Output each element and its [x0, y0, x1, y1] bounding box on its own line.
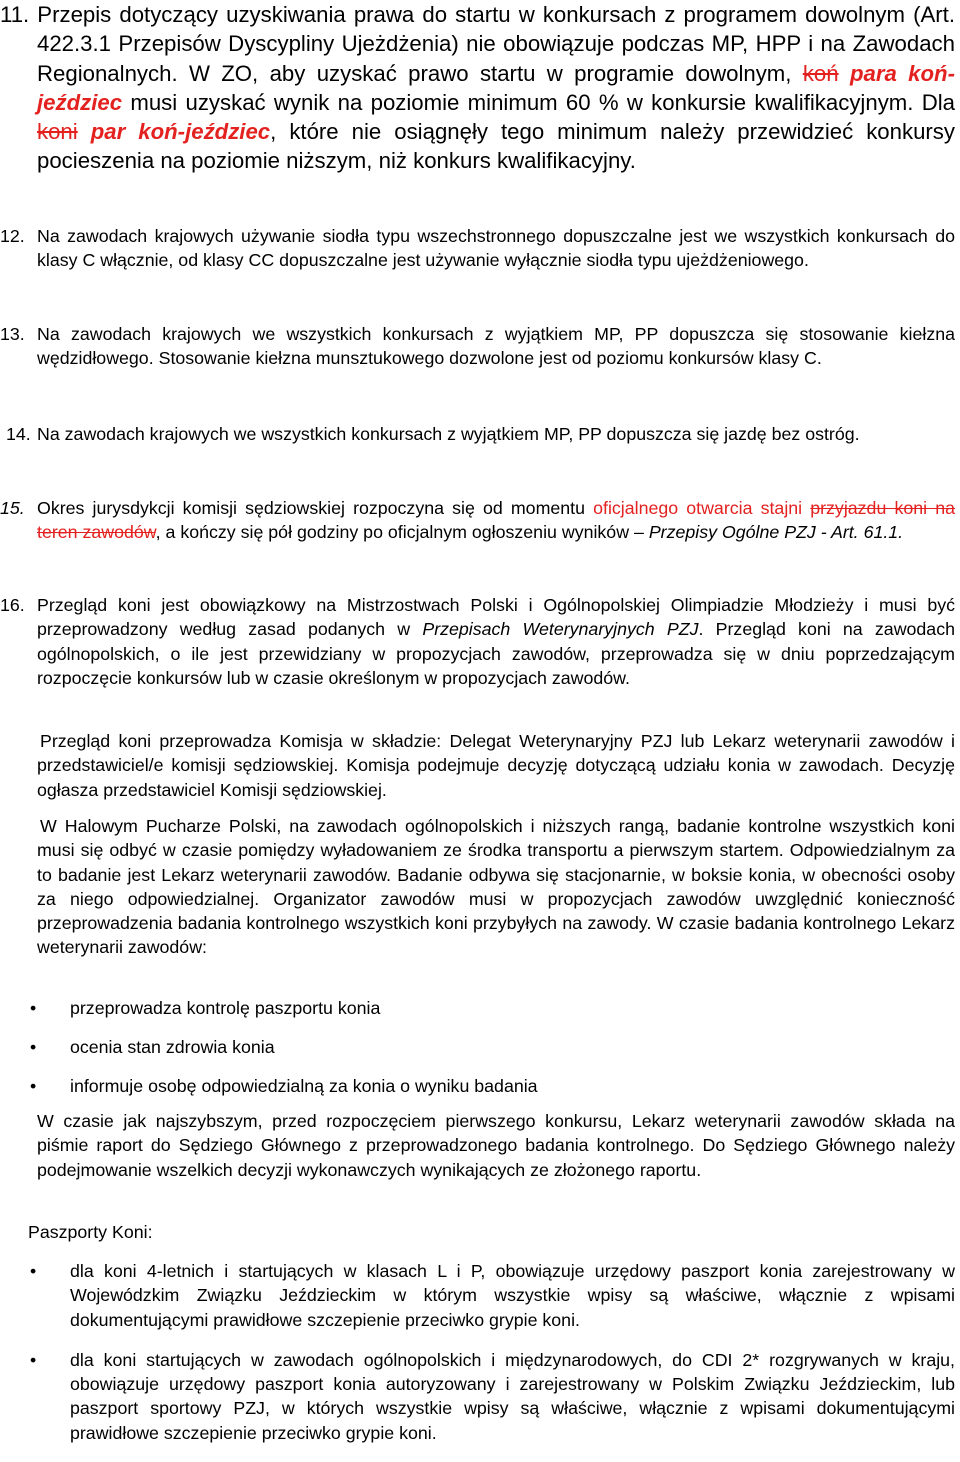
- bullet: •: [30, 1349, 37, 1370]
- text: W czasie jak najszybszym, przed rozpoczęciem pierwszego konkursu, Lekarz weterynarii zawodów składa na piśmie raport do Sędziego Głównego z przeprowadzonego badania kontrolnego. Do Sędziego Głównego należy podejmowanie wszelkich decyzji wykonawczych wynikających ze złożonego raportu.: [37, 1111, 955, 1180]
- bullet: •: [30, 1075, 37, 1096]
- list-item-text: przeprowadza kontrolę paszportu konia: [70, 998, 381, 1018]
- list-item-text: ocenia stan zdrowia konia: [70, 1036, 275, 1057]
- paragraph-number: 11.: [0, 2, 30, 27]
- paragraph-number: 16.: [0, 595, 25, 615]
- bullet: •: [30, 1261, 37, 1281]
- passports-heading: [28, 1220, 928, 1244]
- struck-text: przyjazdu koni na teren zawodów: [37, 498, 955, 543]
- bullet: •: [30, 1036, 37, 1057]
- struck-text: koń: [802, 60, 839, 86]
- list-item: [0, 996, 955, 1020]
- paragraph-13: [0, 322, 955, 371]
- paragraph-number: 13.: [0, 324, 25, 344]
- paragraph-hall-cup: [37, 814, 955, 960]
- paragraph-12: [0, 224, 955, 273]
- text: , a kończy się pół godziny po oficjalnym ogłoszeniu wyników –: [155, 522, 649, 543]
- paragraph-number: 12.: [0, 226, 25, 246]
- list-item: [0, 1348, 955, 1445]
- text: Przegląd koni przeprowadza Komisja w składzie: Delegat Weterynaryjny PZJ lub Lekarz weterynarii zawodów i przedstawiciel/e komisji sędziowskiej. Komisja podejmuje decyzję dotyczącą udziału konia w zawodach. Decyzję ogłasza przedstawiciel Komisji sędziowskiej.: [37, 731, 955, 800]
- list-item: [0, 1035, 955, 1059]
- paragraph-number: 15.: [0, 498, 25, 518]
- inserted-text: oficjalnego otwarcia stajni: [593, 498, 803, 518]
- paragraph-11: [0, 0, 955, 176]
- text: Na zawodach krajowych używanie siodła typu wszechstronnego dopuszczalne jest we wszystkich konkursach do klasy C włącznie, od klasy CC dopuszczalne jest używanie wyłącznie siodła typu ujeżdżeniowego.: [37, 226, 955, 271]
- text: W Halowym Pucharze Polski, na zawodach ogólnopolskich i niższych rangą, badanie kontrolne wszystkich koni musi się odbyć w czasie pomiędzy wyładowaniem ze środka transportu a pierwszym startem. Odpowiedzialnym za to badanie jest Lekarz weterynarii zawodów. Badanie odbywa się stacjonarnie, w boksie konia, w obecności osoby za niego odpowiedzialnej. Organizator zawodów musi w propozycjach zawodów uwzględnić konieczność przeprowadzenia badania kontrolnego wszystkich koni przybyłych na zawody. W czasie badania kontrolnego Lekarz weterynarii zawodów:: [37, 816, 955, 958]
- text: . Przegląd koni na zawodach ogólnopolskich, o ile jest przewidziany w propozycjach zawodów, przeprowadza się w dniu poprzedzającym rozpoczęcie konkursów lub w czasie określonym w propozycjach zawodów.: [37, 619, 955, 688]
- paragraph-number: 14.: [6, 424, 31, 444]
- paragraph-14: [0, 422, 955, 446]
- text: Przegląd koni jest obowiązkowy na Mistrzostwach Polski i Ogólnopolskiej Olimpiadzie Młodzieży i musi być przeprowadzony według zasad podanych w: [37, 595, 955, 640]
- inserted-text: para koń-jeździec: [37, 60, 956, 115]
- text: Paszporty Koni:: [28, 1222, 153, 1242]
- text: Na zawodach krajowych we wszystkich konkursach z wyjątkiem MP, PP dopuszcza się jazdę bez ostróg.: [37, 424, 860, 444]
- text: Na zawodach krajowych we wszystkich konkursach z wyjątkiem MP, PP dopuszcza się stosowanie kiełzna wędzidłowego. Stosowanie kiełzna munsztukowego dozwolone jest od poziomu konkursów klasy C.: [37, 324, 955, 369]
- citation: Przepisach Weterynaryjnych PZJ: [422, 619, 699, 640]
- list-item-text: dla koni 4-letnich i startujących w klasach L i P, obowiązuje urzędowy paszport konia zarejestrowany w Wojewódzkim Związku Jeździeckim w którym wszystkie wpisy są właściwe, włącznie z wpisami dokumentującymi prawidłowe szczepienie przeciwko grypie koni.: [70, 1261, 955, 1330]
- vet-duties-list: [0, 996, 955, 1098]
- text: , które nie osiągnęły tego minimum należy przewidzieć konkursy pocieszenia na poziomie niższym, niż konkurs kwalifikacyjny.: [37, 119, 955, 174]
- list-item-text: informuje osobę odpowiedzialną za konia o wyniku badania: [70, 1075, 538, 1096]
- citation: Przepisy Ogólne PZJ - Art. 61.1.: [648, 522, 904, 543]
- list-item: [0, 1074, 955, 1098]
- passports-list: [0, 1259, 955, 1445]
- inserted-text: par koń-jeździec: [90, 119, 271, 145]
- paragraph-commission: [37, 729, 955, 802]
- bullet: •: [30, 998, 37, 1018]
- text: Przepis dotyczący uzyskiwania prawa do startu w konkursach z programem dowolnym (Art. 422.3.1 Przepisów Dyscypliny Ujeżdżenia) nie obowiązuje podczas MP, HPP i na Zawodach Regionalnych. W ZO, aby uzyskać prawo startu w programie dowolnym,: [37, 2, 955, 86]
- paragraph-15: [0, 496, 955, 545]
- paragraph-report: [37, 1109, 955, 1182]
- paragraph-16: [0, 593, 955, 690]
- list-item: [0, 1259, 955, 1332]
- struck-text: koni: [37, 119, 78, 145]
- text: musi uzyskać wynik na poziomie minimum 60 % w konkursie kwalifikacyjnym. Dla: [122, 89, 955, 115]
- text: Okres jurysdykcji komisji sędziowskiej rozpoczyna się od momentu: [37, 498, 594, 518]
- list-item-text: dla koni startujących w zawodach ogólnopolskich i międzynarodowych, do CDI 2* rozgrywanych w kraju, obowiązuje urzędowy paszport konia autoryzowany i zarejestrowany w Polskim Związku Jeździeckim, lub paszport sportowy PZJ, w których wszystkie wpisy są właściwe, włącznie z wpisami dokumentującymi prawidłowe szczepienie przeciwko grypie koni.: [70, 1349, 955, 1443]
